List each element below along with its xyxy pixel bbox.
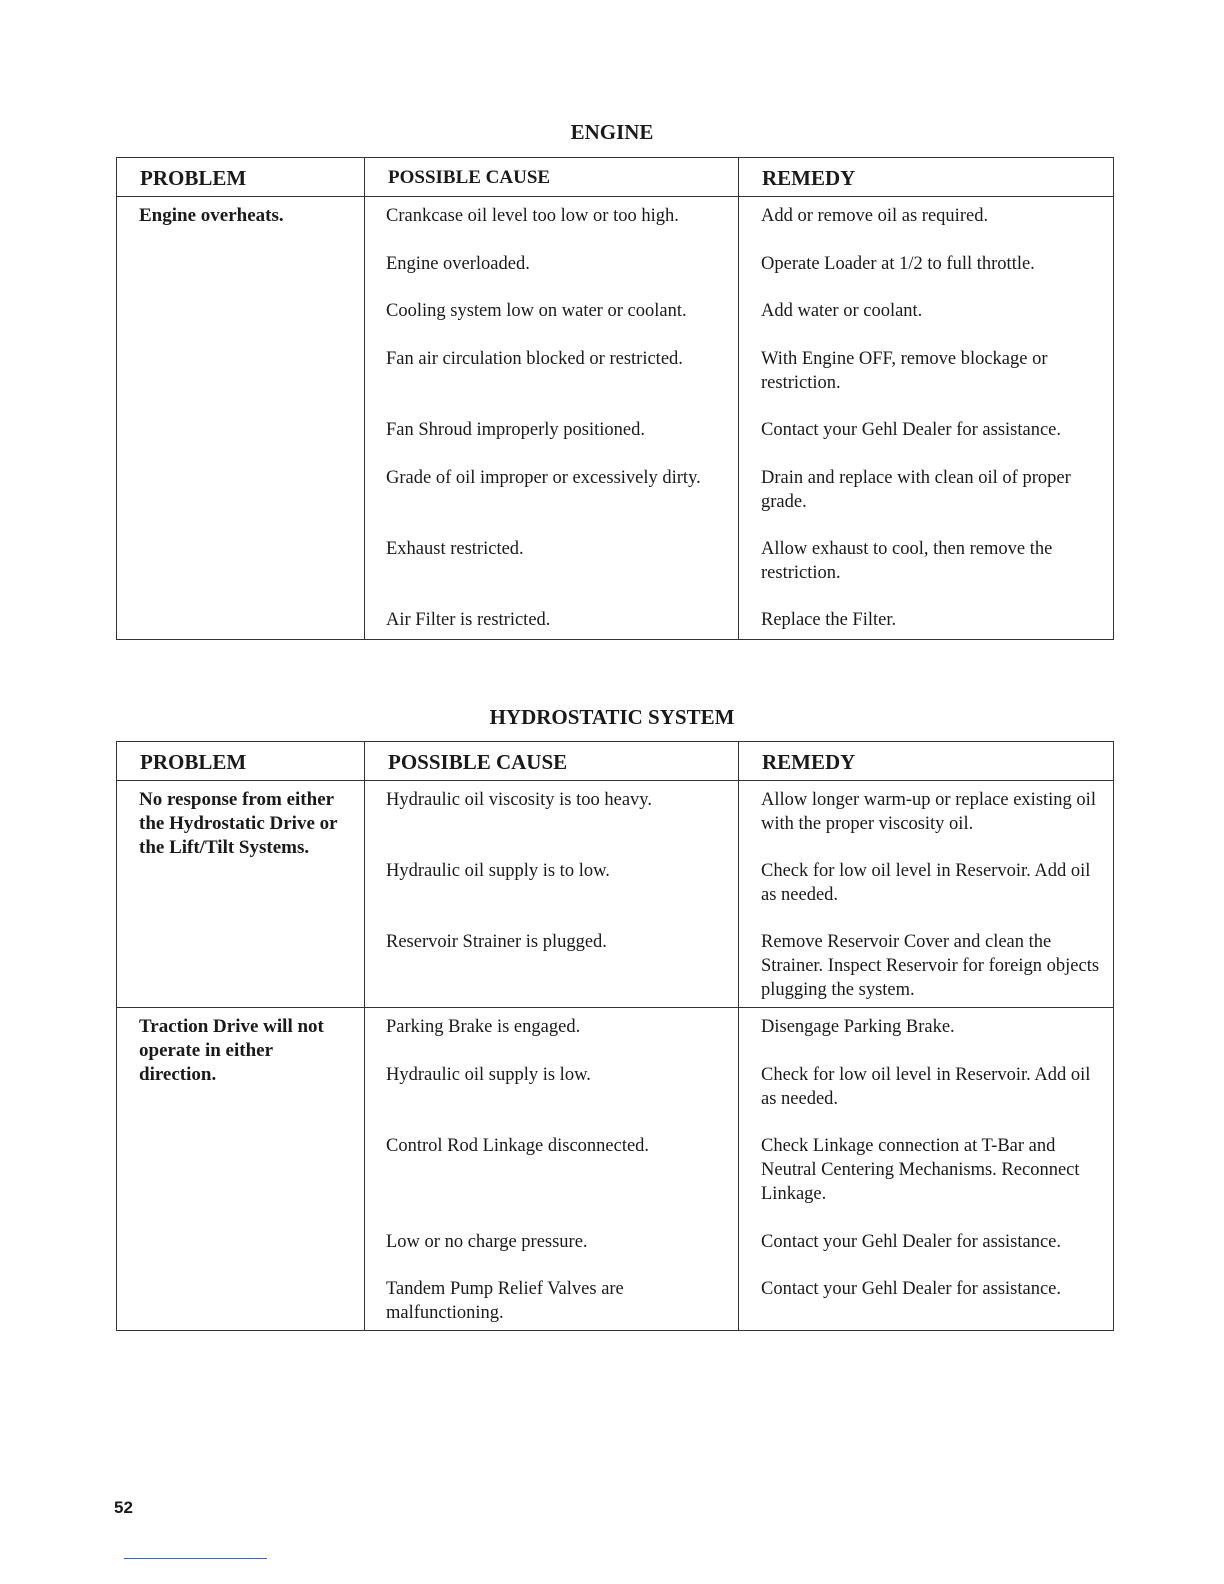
cause-cell: Crankcase oil level too low or too high. [365,197,739,245]
remedy-cell: Remove Reservoir Cover and clean the Strainer. Inspect Reservoir for foreign objects plugging the system. [761,932,1100,1000]
table-row [365,1008,1113,1056]
table-row [365,530,1113,601]
remedy-cell: Check for low oil level in Reservoir. Add oil as needed. [761,1065,1091,1109]
engine-table [116,157,1114,640]
page-number: 52 [114,1498,133,1517]
remedy-cell: Contact your Gehl Dealer for assistance. [761,1279,1062,1299]
table-row [365,923,1113,1007]
cause-cell: Low or no charge pressure. [365,1223,739,1270]
cause-cell: Parking Brake is engaged. [365,1008,739,1056]
table-row [365,1056,1113,1127]
remedy-header: REMEDY [762,750,856,774]
cause-header: POSSIBLE CAUSE [365,742,739,780]
remedy-header: REMEDY [762,166,856,190]
engine-table-header [117,158,1113,197]
table-row [365,411,1113,459]
remedy-cell: With Engine OFF, remove blockage or restriction. [761,349,1048,393]
cause-header: POSSIBLE CAUSE [365,158,739,196]
cause-cell: Hydraulic oil viscosity is too heavy. [365,781,739,852]
problem-cell: Traction Drive will not operate in either direction. [117,1008,365,1330]
cause-cell: Fan air circulation blocked or restricted. [365,340,739,411]
cause-cell: Cooling system low on water or coolant. [365,292,739,340]
cause-cell: Air Filter is restricted. [365,601,739,639]
table-row [365,245,1113,292]
cause-cell: Hydraulic oil supply is to low. [365,852,739,923]
problem-header: PROBLEM [117,158,365,196]
cause-cell: Grade of oil improper or excessively dirty. [365,459,739,530]
remedy-cell: Allow longer warm-up or replace existing oil with the proper viscosity oil. [761,790,1096,834]
remedy-cell: Allow exhaust to cool, then remove the restriction. [761,539,1053,583]
hydrostatic-table-header [117,742,1113,781]
problem-group [117,1008,1113,1330]
table-row [365,601,1113,639]
cause-cell: Exhaust restricted. [365,530,739,601]
remedy-cell: Drain and replace with clean oil of proper grade. [761,468,1071,512]
table-row [365,292,1113,340]
problem-cell: No response from either the Hydrostatic Drive or the Lift/Tilt Systems. [117,781,365,1007]
remedy-cell: Replace the Filter. [761,610,897,630]
remedy-cell: Operate Loader at 1/2 to full throttle. [761,254,1035,274]
table-row [365,197,1113,245]
hydrostatic-table [116,741,1114,1331]
cause-cell: Hydraulic oil supply is low. [365,1056,739,1127]
cause-cell: Tandem Pump Relief Valves are malfunctioning. [365,1270,739,1330]
table-row [365,1270,1113,1330]
hydrostatic-section-title: HYDROSTATIC SYSTEM [489,705,735,729]
table-row [365,1127,1113,1223]
engine-section-title: ENGINE [570,120,654,144]
table-row [365,852,1113,923]
remedy-cell: Disengage Parking Brake. [761,1017,955,1037]
table-row [365,781,1113,852]
cause-cell: Reservoir Strainer is plugged. [365,923,739,1007]
remedy-cell: Check Linkage connection at T-Bar and Neutral Centering Mechanisms. Reconnect Linkage. [761,1136,1080,1204]
problem-group [117,197,1113,639]
remedy-cell: Check for low oil level in Reservoir. Add oil as needed. [761,861,1091,905]
cause-cell: Fan Shroud improperly positioned. [365,411,739,459]
remedy-cell: Add water or coolant. [761,301,923,321]
cause-cell: Control Rod Linkage disconnected. [365,1127,739,1223]
footer-divider [124,1558,267,1559]
problem-group [117,781,1113,1008]
remedy-cell: Add or remove oil as required. [761,206,989,226]
table-row [365,340,1113,411]
cause-cell: Engine overloaded. [365,245,739,292]
remedy-cell: Contact your Gehl Dealer for assistance. [761,1232,1062,1252]
remedy-cell: Contact your Gehl Dealer for assistance. [761,420,1062,440]
table-row [365,1223,1113,1270]
problem-cell: Engine overheats. [117,197,365,639]
problem-header: PROBLEM [117,742,365,780]
table-row [365,459,1113,530]
